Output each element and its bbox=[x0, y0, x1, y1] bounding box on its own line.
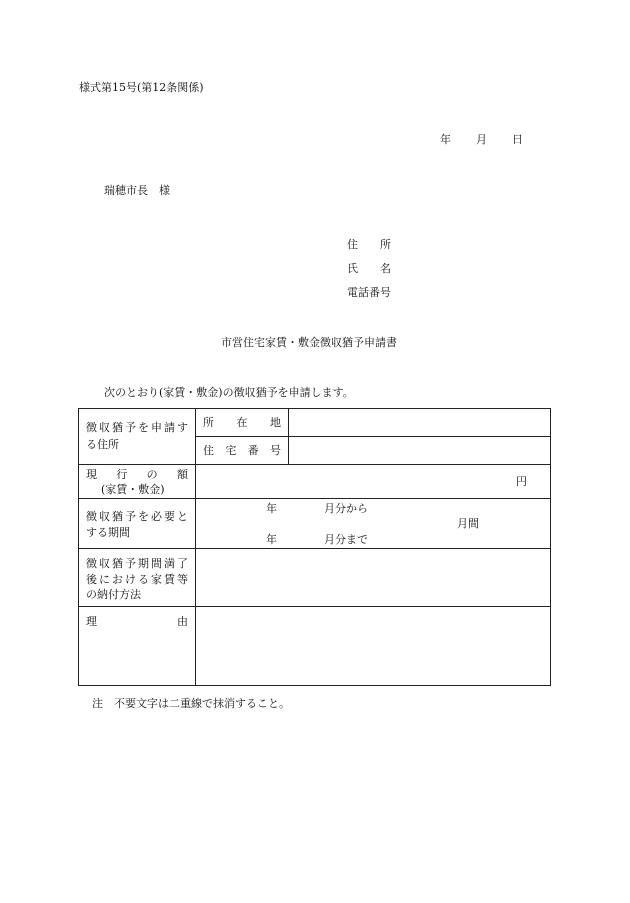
housing-number-label-char: 号 bbox=[269, 444, 281, 457]
current-amount-sublabel: (家賃・敷金) bbox=[101, 483, 165, 496]
reason-label-char: 理 bbox=[86, 615, 97, 628]
form-number: 様式第15号(第12条関係) bbox=[79, 81, 204, 94]
payment-label-line2: 後における家賃等 bbox=[86, 573, 190, 586]
housing-number-label bbox=[203, 445, 281, 456]
intro-text: 次のとおり(家賃・敷金)の徴収猶予を申請します。 bbox=[104, 386, 354, 399]
current-amount-label-char: の bbox=[146, 468, 158, 481]
current-amount-value[interactable] bbox=[196, 465, 550, 498]
current-amount-label-char: 行 bbox=[116, 468, 128, 481]
housing-number-value[interactable] bbox=[289, 437, 550, 464]
date-month: 月 bbox=[476, 133, 487, 146]
period-from-month: 月分から bbox=[324, 502, 368, 515]
period-to-month: 月分まで bbox=[324, 533, 368, 546]
yen-unit: 円 bbox=[516, 475, 527, 488]
footnote: 注 不要文字は二重線で抹消すること。 bbox=[92, 697, 290, 710]
period-label-line2: する期間 bbox=[86, 526, 130, 539]
reason-label-char: 由 bbox=[177, 615, 188, 628]
reason-label bbox=[86, 616, 188, 627]
location-label-char: 地 bbox=[270, 416, 281, 429]
housing-number-label-char: 番 bbox=[247, 444, 259, 457]
document-title: 市営住宅家賃・敷金徴収猶予申請書 bbox=[221, 336, 397, 349]
current-amount-label-char: 額 bbox=[176, 468, 188, 481]
period-months: 月間 bbox=[457, 517, 479, 530]
period-to-year: 年 bbox=[266, 533, 277, 546]
addressee: 瑞穂市長 様 bbox=[104, 184, 170, 197]
payment-label-line1: 徴収猶予期間満了 bbox=[86, 557, 190, 570]
housing-label-line2: る住所 bbox=[86, 438, 119, 451]
period-label-line1: 徴収猶予を必要と bbox=[86, 510, 190, 523]
phone-label: 電話番号 bbox=[347, 286, 391, 299]
address-label: 住 所 bbox=[347, 238, 391, 251]
current-amount-label-char: 現 bbox=[86, 468, 97, 481]
housing-label-line1: 徴収猶予を申請す bbox=[86, 421, 190, 434]
reason-value[interactable] bbox=[196, 607, 550, 685]
location-label-char: 所 bbox=[203, 416, 214, 429]
date-year: 年 bbox=[440, 133, 451, 146]
location-label bbox=[203, 417, 281, 428]
payment-label-line3: の納付方法 bbox=[86, 588, 141, 601]
location-label-char: 在 bbox=[236, 416, 248, 429]
period-from-year: 年 bbox=[266, 502, 277, 515]
payment-method-value[interactable] bbox=[196, 549, 550, 606]
name-label: 氏 名 bbox=[347, 262, 391, 275]
current-amount-label bbox=[86, 469, 188, 480]
housing-number-label-char: 宅 bbox=[225, 444, 237, 457]
date-day: 日 bbox=[512, 133, 523, 146]
housing-number-label-char: 住 bbox=[203, 444, 214, 457]
location-value[interactable] bbox=[289, 409, 550, 436]
